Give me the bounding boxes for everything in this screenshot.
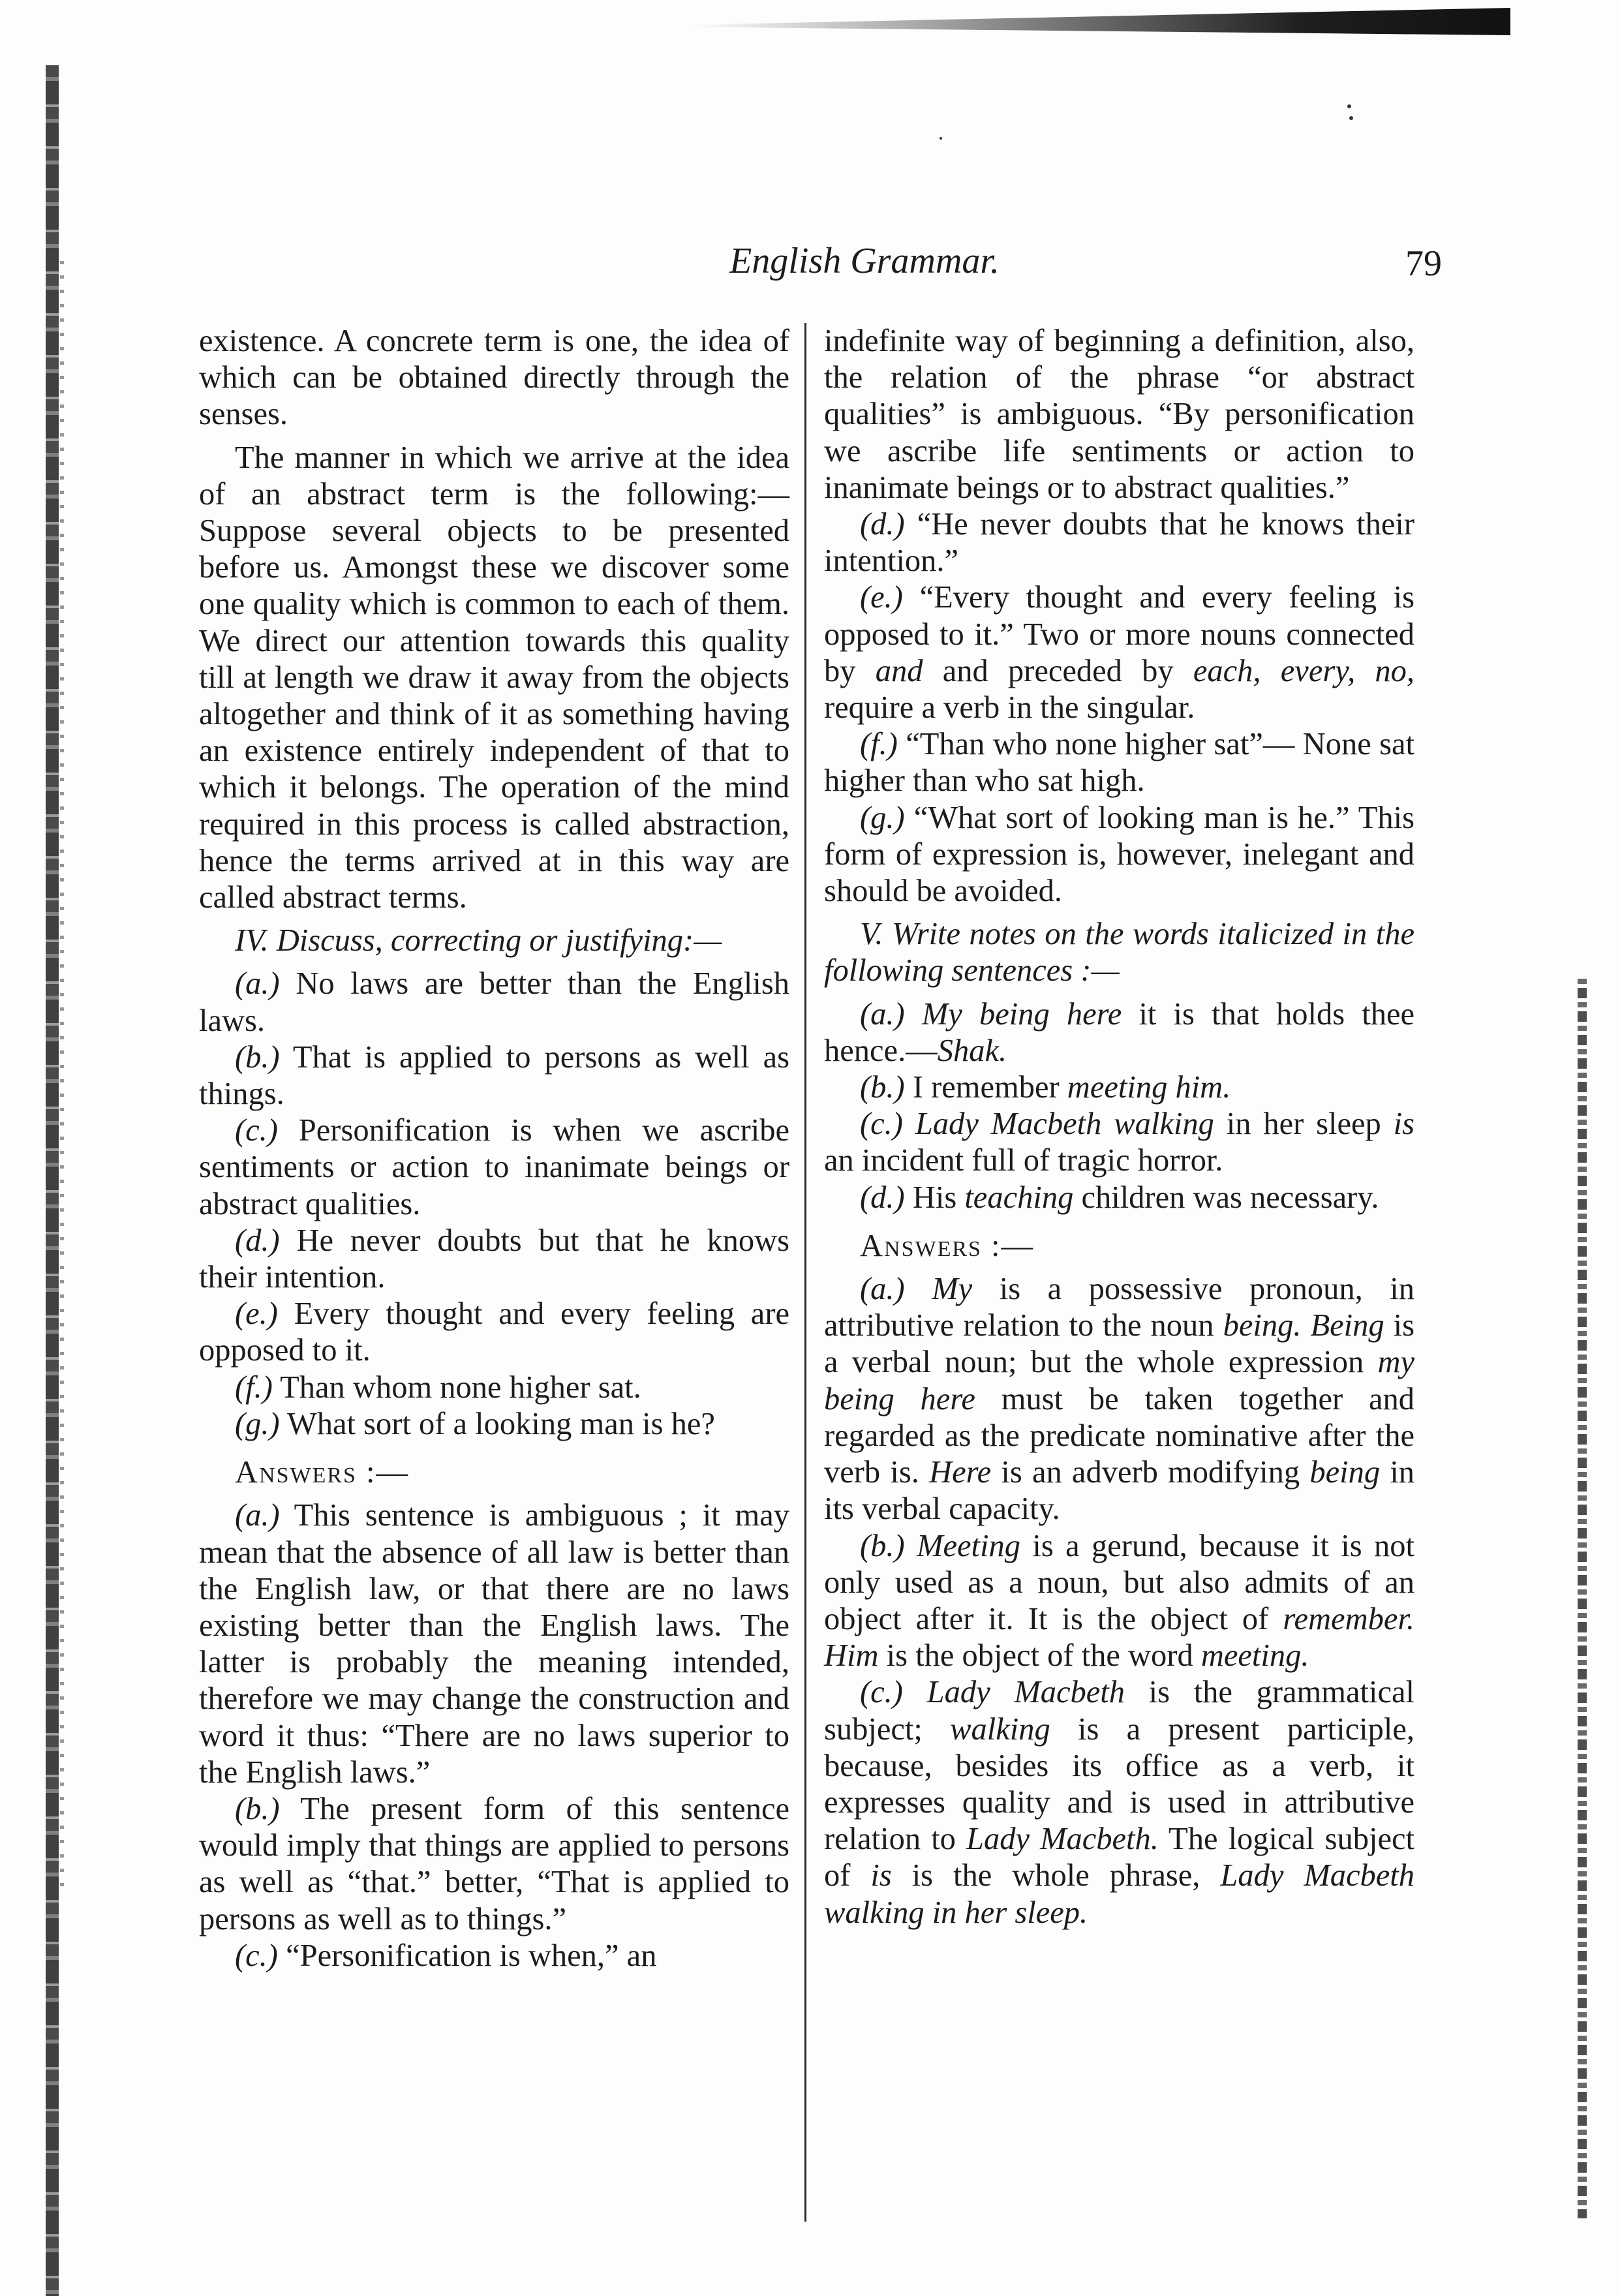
exercise-heading-v: V. Write notes on the words italicized in the following sentences :— (824, 917, 1414, 988)
paragraph: existence. A concrete term is one, the idea of which can be obtained directly through the senses. (199, 324, 789, 432)
answers-label: Answers :— (235, 1455, 410, 1490)
exercise-item: (d.) His teaching children was necessary. (860, 1180, 1379, 1215)
paragraph: indefinite way of beginning a definition, also, the relation of the phrase “or abstract qualities” is ambiguous. “By personification we ascribe life sentiments or action to inanimate beings or to abstract qualities.” (824, 324, 1414, 505)
exercise-item: (a.) No laws are better than the English laws. (199, 966, 789, 1038)
answer-item: (g.) “What sort of looking man is he.” This form of expression is, however, inelegant and should be avoided. (824, 800, 1414, 909)
exercise-item: (f.) Than whom none higher sat. (235, 1370, 641, 1405)
exercise-item: (g.) What sort of a looking man is he? (235, 1406, 715, 1441)
scan-speck (1347, 104, 1351, 108)
exercise-heading-iv: IV. Discuss, correcting or justifying:— (235, 923, 722, 958)
answer-item: (e.) “Every thought and every feeling is opposed to it.” Two or more nouns connected by and and preceded by each, every, no, require a verb in the singular. (824, 580, 1415, 726)
running-title: English Grammar. (729, 241, 1000, 281)
exercise-item: (b.) I remember meeting him. (860, 1070, 1231, 1105)
answer-item: (c.) “Personification is when,” an (235, 1938, 657, 1973)
scan-speck (940, 137, 942, 140)
exercise-item: (c.) Personification is when we ascribe sentiments or action to inanimate beings or abstract qualities. (199, 1113, 789, 1221)
scan-left-speckle (60, 261, 64, 1892)
answer-item: (a.) This sentence is ambiguous ; it may mean that the absence of all law is better than the English law, or that there are no laws existing better than the English laws. The latter is probably the meaning intended, therefore we may change the construction and word it thus: “There are no laws superior to the English laws.” (199, 1498, 789, 1790)
answer-item: (f.) “Than who none higher sat”— None sat higher than who sat high. (824, 727, 1414, 799)
column-divider (804, 323, 806, 2222)
answers-label: Answers :— (860, 1228, 1035, 1263)
scan-speck (1349, 116, 1353, 120)
answer-item: (c.) Lady Macbeth is the grammatical subject; walking is a present participle, because, besides its office as a verb, it expresses quality and is used in attributive relation to Lady Macbeth. The logical subject of is is the whole phrase, Lady Macbeth walking in her sleep. (824, 1675, 1415, 1930)
paragraph: The manner in which we arrive at the idea of an abstract term is the following:—Suppose several objects to be presented before us. Amongst these we discover some one quality which is common to each of them. We direct our attention towards this quality till at length we draw it away from the objects altogether and think of it as something having an existence entirely independent of that to which it belongs. The operation of the mind required in this process is called abstraction, hence the terms arrived at in this way are called abstract terms. (199, 440, 789, 915)
exercise-item: (c.) Lady Macbeth walking in her sleep is an incident full of tragic horror. (824, 1107, 1414, 1178)
exercise-item: (d.) He never doubts but that he knows their intention. (199, 1223, 789, 1295)
exercise-item: (a.) My being here it is that holds thee hence.—Shak. (824, 996, 1415, 1068)
exercise-item: (b.) That is applied to persons as well as things. (199, 1039, 789, 1112)
answer-item: (d.) “He never doubts that he knows their intention.” (824, 507, 1415, 579)
answer-item: (b.) Meeting is a gerund, because it is not only used as a noun, but also admits of an object after it. It is the object of remember. Him is the object of the word meeting. (824, 1528, 1415, 1674)
scan-top-shadow (692, 8, 1510, 35)
exercise-item: (e.) Every thought and every feeling are opposed to it. (199, 1296, 790, 1368)
scan-right-edge (1578, 979, 1587, 2218)
page-number: 79 (1405, 243, 1442, 284)
answer-item: (a.) My is a possessive pronoun, in attributive relation to the noun being. Being is a verbal noun; but the whole expression my being here must be taken together and regarded as the predicate nominative after the verb is. Here is an adverb modifying being in its verbal capacity. (824, 1272, 1415, 1527)
scan-left-binding-edge (46, 65, 59, 2296)
left-column (199, 323, 789, 1974)
right-column (824, 323, 1414, 1931)
answer-item: (b.) The present form of this sentence would imply that things are applied to persons as well as “that.” better, “That is applied to persons as well as to things.” (199, 1791, 790, 1936)
